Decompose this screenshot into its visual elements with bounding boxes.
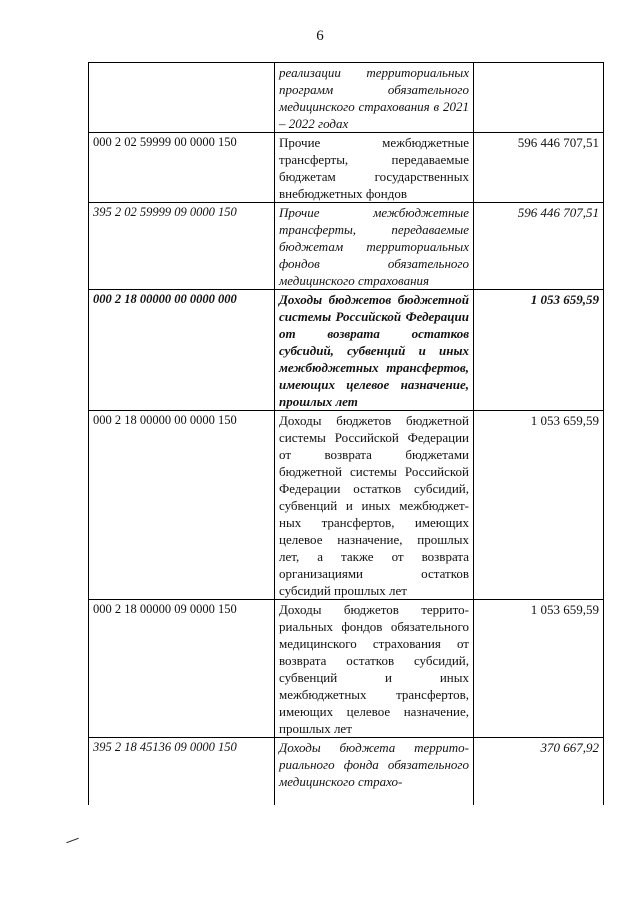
amount-cell: 1 053 659,59 <box>474 600 604 738</box>
description-cell: Прочие межбюджетные трансферты, передаваемые бюджетам территориальных фондов обязательного медицинского страхования <box>275 203 474 290</box>
description-cell: Доходы бюджета территориального фонда обязательного медицинского страхо- <box>275 738 474 806</box>
budget-code-cell: 395 2 18 45136 09 0000 150 <box>89 738 275 806</box>
margin-pen-mark <box>66 838 79 843</box>
table-row <box>89 63 604 133</box>
table-row <box>89 738 604 806</box>
table-row <box>89 203 604 290</box>
table-row <box>89 600 604 738</box>
budget-revenue-table <box>88 62 604 805</box>
budget-code-cell <box>89 63 275 133</box>
table-row <box>89 290 604 411</box>
budget-code-cell: 395 2 02 59999 09 0000 150 <box>89 203 275 290</box>
budget-code-cell: 000 2 02 59999 00 0000 150 <box>89 133 275 203</box>
amount-cell: 596 446 707,51 <box>474 133 604 203</box>
amount-cell: 596 446 707,51 <box>474 203 604 290</box>
description-cell: Доходы бюджетов территориальных фондов обязательного медицинского страхования от возврата остатков субсидий, субвенций и иных межбюджетных трансфертов, имеющих целевое назначение, прошлых лет <box>275 600 474 738</box>
description-cell: реализации территориальных программ обязательного медицинского страхования в 2021 – 2022 годах <box>275 63 474 133</box>
description-cell: Прочие межбюджетные трансферты, передаваемые бюджетам государственных внебюджетных фондов <box>275 133 474 203</box>
amount-cell: 1 053 659,59 <box>474 290 604 411</box>
amount-cell: 370 667,92 <box>474 738 604 806</box>
page-number: 6 <box>316 28 324 44</box>
budget-code-cell: 000 2 18 00000 00 0000 000 <box>89 290 275 411</box>
amount-cell: 1 053 659,59 <box>474 411 604 600</box>
table-row <box>89 133 604 203</box>
budget-code-cell: 000 2 18 00000 00 0000 150 <box>89 411 275 600</box>
budget-code-cell: 000 2 18 00000 09 0000 150 <box>89 600 275 738</box>
table-row <box>89 411 604 600</box>
amount-cell <box>474 63 604 133</box>
description-cell: Доходы бюджетов бюджетной системы Российской Федерации от возврата бюджетами бюджетной системы Российской Федерации остатков субсидий, субвенций и иных межбюджетных трансфертов, имеющих целевое назначение, прошлых лет, а также от возврата организациями остатков субсидий прошлых лет <box>275 411 474 600</box>
description-cell: Доходы бюджетов бюджетной системы Российской Федерации от возврата остатков субсидий, субвенций и иных межбюджетных трансфертов, имеющих целевое назначение, прошлых лет <box>275 290 474 411</box>
